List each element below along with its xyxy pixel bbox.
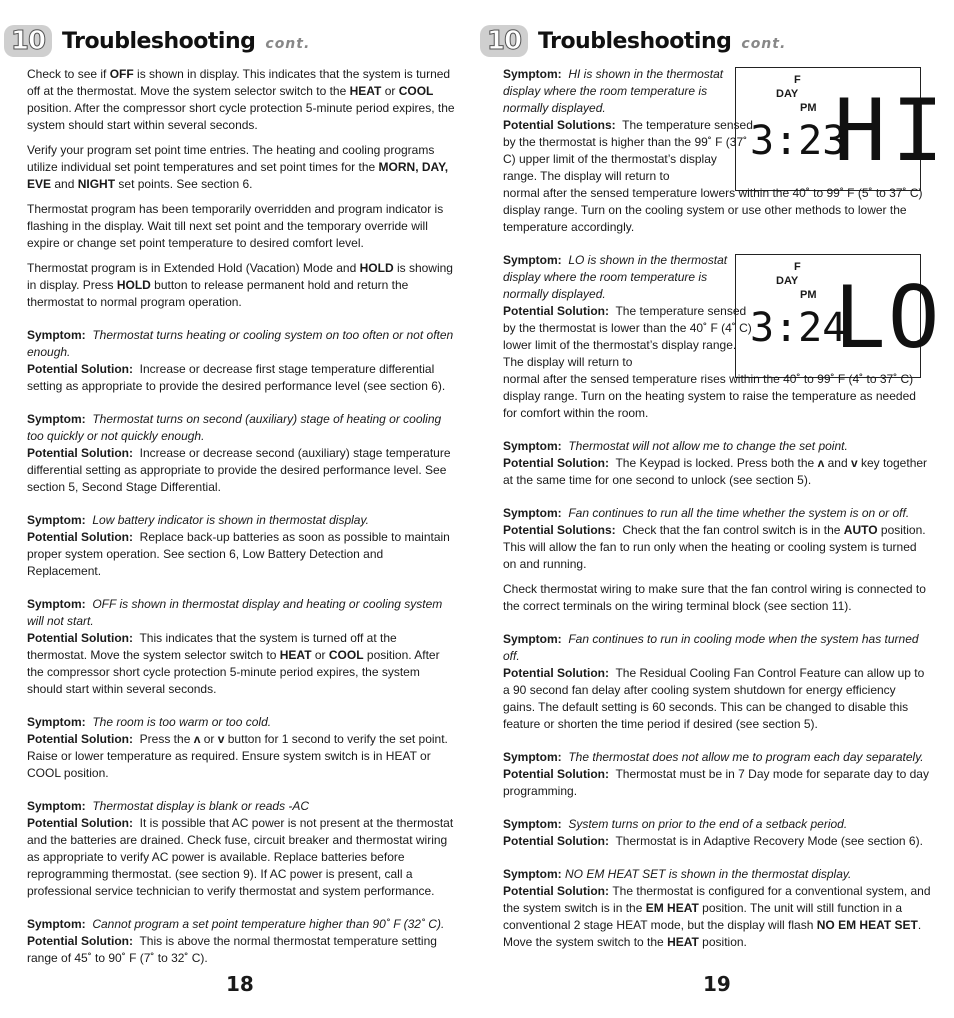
troubleshooting-entry: Symptom: Cannot program a set point temperature higher than 90˚ F (32˚ C). Potential Solution: This is above the normal thermostat temperature setting range of 45˚ to 90˚ F (7˚ to 32˚ C). [27, 917, 445, 965]
lcd-reading: LO [834, 268, 942, 368]
troubleshooting-entry-hi: Symptom: HI is shown in the thermostat display where the room temperature is normally displayed. Potential Solutions: The temperature sensed by the thermostat is higher than the 99˚ F (37˚ C) upper limit of the thermostat’s display range. The display will return to normal after the sensed temperature lowers within the 40˚ to 99˚ F (5˚ to 37˚ C) display range. Turn on the cooling system or use other methods to lower the temperature accordingly. [503, 67, 923, 234]
down-arrow-icon: v [217, 732, 225, 746]
up-arrow-icon: ʌ [817, 456, 825, 470]
down-arrow-icon: v [850, 456, 858, 470]
day-indicator: DAY [776, 275, 799, 287]
left-header [4, 24, 310, 58]
paragraph: Check to see if OFF is shown in display. This indicates that the system is turned off at the thermostat. Move the system selector switch to the HEAT or COOL position. After the compressor short cycle protection 5-minute period expires, the system should start within several seconds. [27, 67, 455, 132]
troubleshooting-entry: Symptom: OFF is shown in thermostat display and heating or cooling system will not start. Potential Solution: This indicates that the system is turned off at the thermostat. Move the system selector switch to HEAT or COOL position. After the compressor short cycle protection 5-minute period expires, the system should start within several seconds. [27, 597, 443, 696]
pm-indicator: PM [800, 102, 817, 114]
section-badge: 10 [480, 25, 528, 57]
page-number: 18 [226, 972, 254, 996]
right-page [477, 0, 954, 1018]
up-arrow-icon: ʌ [193, 732, 201, 746]
lcd-reading: HI [834, 81, 950, 181]
paragraph: Thermostat program is in Extended Hold (Vacation) Mode and HOLD is showing in display. Press HOLD button to release permanent hold and return the thermostat to normal program operation. [27, 261, 453, 309]
day-indicator: DAY [776, 88, 799, 100]
troubleshooting-entry: Symptom: Fan continues to run in cooling mode when the system has turned off. Potential Solution: The Residual Cooling Fan Control Feature can allow up to a 90 second fan delay after cooling system shutdown for energy efficiency gains. The default setting is 60 seconds. This can be changed to disable this feature or shorten the time period if desired (see section 5). [503, 632, 925, 731]
section-badge: 10 [4, 25, 52, 57]
lcd-time: 3:24 [750, 305, 847, 351]
troubleshooting-entry: Symptom: Thermostat will not allow me to change the set point. Potential Solution: The Keypad is locked. Press both the ʌ and v key together at the same time for one second to unlock (see section 5). [503, 439, 928, 487]
troubleshooting-entry: Symptom: Fan continues to run all the time whether the system is on or off. Potential Solutions: Check that the fan control switch is in the AUTO position. This will allow the fan to run only when the heating or cooling system is turned on and running. Check thermostat wiring to make sure that the fan control wiring is connected to the correct terminals on the wiring terminal block (see section 11). [503, 505, 931, 615]
cont-label: cont. [741, 36, 787, 52]
page-title: Troubleshooting [538, 28, 732, 54]
troubleshooting-entry: Symptom: The thermostat does not allow me to program each day separately. Potential Solution: Thermostat must be in 7 Day mode for separate day to day programming. [503, 750, 929, 798]
fahrenheit-indicator: F [794, 261, 801, 273]
page-title: Troubleshooting [62, 28, 256, 54]
right-header [480, 24, 786, 58]
pm-indicator: PM [800, 289, 817, 301]
troubleshooting-entry: Symptom: System turns on prior to the end of a setback period. Potential Solution: Thermostat is in Adaptive Recovery Mode (see section 6). [503, 817, 923, 848]
left-body [27, 66, 457, 967]
troubleshooting-entry-lo: Symptom: LO is shown in the thermostat display where the room temperature is normally displayed. Potential Solution: The temperature sensed by the thermostat is lower than the 40˚ F (4˚ C) lower limit of the thermostat’s display range. The display will return to normal after the sensed temperature rises within the 40˚ to 99˚ F (4˚ to 37˚ C) display range. Turn on the heating system to raise the temperature as needed for comfort within the room. [503, 253, 916, 420]
paragraph: Thermostat program has been temporarily overridden and program indicator is flashing in the display. Wait till next set point and the temporary override will expire or change set point temperature to desired comfort level. [27, 202, 444, 250]
troubleshooting-entry: Symptom: Low battery indicator is shown in thermostat display. Potential Solution: Replace back-up batteries as soon as possible to maintain proper system operation. See section 6, Low Battery Detection and Replacement. [27, 513, 450, 578]
troubleshooting-entry: Symptom: The room is too warm or too cold. Potential Solution: Press the ʌ or v button for 1 second to verify the set point. Raise or lower temperature as required. Ensure system switch is in HEAT or COOL position. [27, 715, 448, 780]
right-body [503, 66, 931, 951]
troubleshooting-entry: Symptom: NO EM HEAT SET is shown in the thermostat display. Potential Solution: The thermostat is configured for a conventional system, and the system switch is in the EM HEAT position. The unit will still function in a conventional 2 stage HEAT mode, but the display will flash NO EM HEAT SET. Move the system switch to the HEAT position. [503, 867, 931, 949]
paragraph: Verify your program set point time entries. The heating and cooling programs utilize individual set point temperatures and set point times for the MORN, DAY, EVE and NIGHT set points. See section 6. [27, 143, 449, 191]
troubleshooting-entry: Symptom: Thermostat display is blank or reads -AC Potential Solution: It is possible that AC power is not present at the thermostat and the batteries are drained. Check fuse, circuit breaker and thermostat wiring as appropriate to verify AC power is available. Replace batteries before reprogramming thermostat. (see section 9). If AC power is present, call a professional service technician to verify thermostat and system performance. [27, 799, 454, 898]
page-number: 19 [703, 972, 731, 996]
fahrenheit-indicator: F [794, 74, 801, 86]
troubleshooting-entry: Symptom: Thermostat turns heating or cooling system on too often or not often enough. Potential Solution: Increase or decrease first stage temperature differential setting as appropriate to provide the desired performance level (see section 6). [27, 328, 454, 393]
cont-label: cont. [265, 36, 311, 52]
troubleshooting-entry: Symptom: Thermostat turns on second (auxiliary) stage of heating or cooling too quickly or not quickly enough. Potential Solution: Increase or decrease second (auxiliary) stage temperature differential setting as appropriate to provide the desired performance level. See section 5, Second Stage Differential. [27, 412, 451, 494]
lcd-time: 3:23 [750, 118, 847, 164]
paragraph: Check thermostat wiring to make sure that the fan control wiring is connected to the correct terminals on the wiring terminal block (see section 11). [503, 582, 926, 613]
